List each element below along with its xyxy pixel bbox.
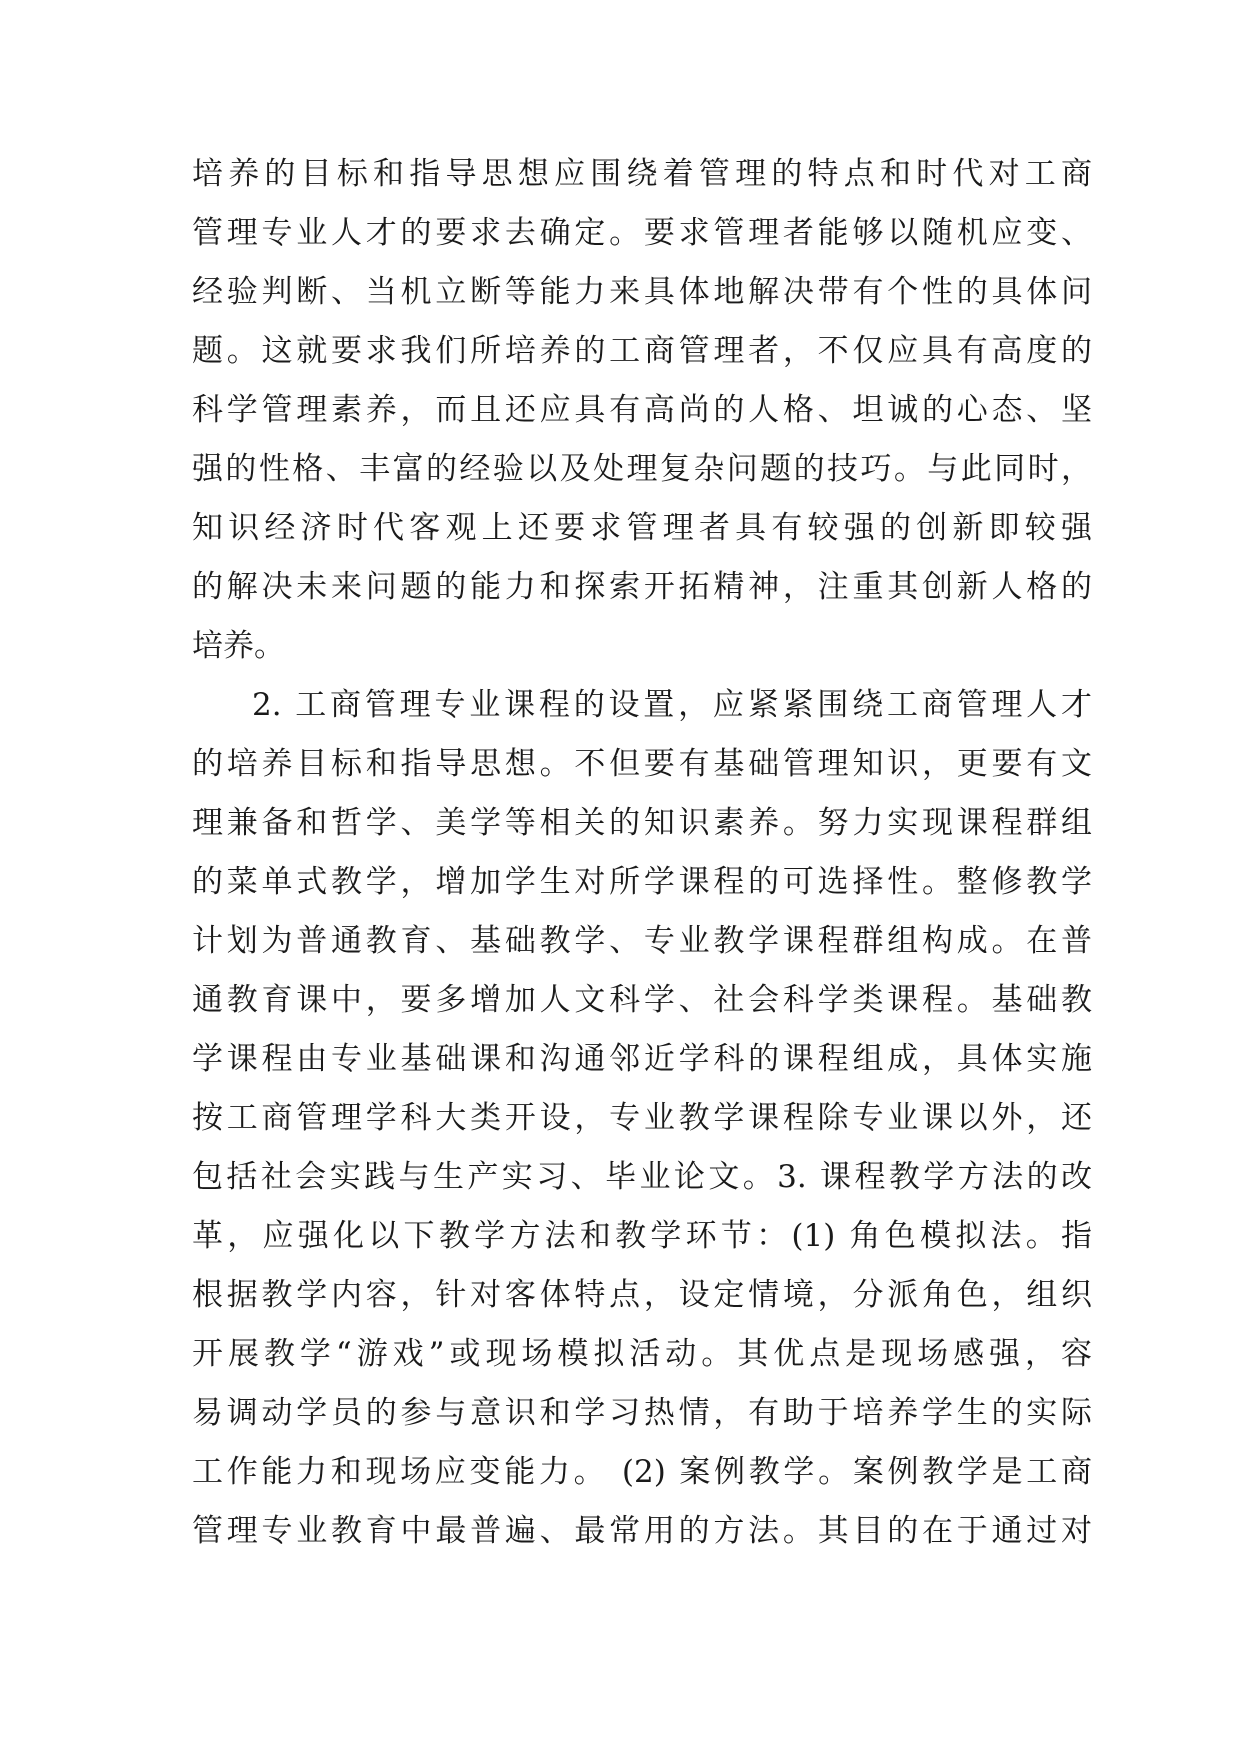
text-line: 包括社会实践与生产实习、毕业论文。3. 课程教学方法的改	[192, 1159, 1092, 1195]
body-text	[192, 145, 1092, 1561]
text-line: 科学管理素养，而且还应具有高尚的人格、坦诚的心态、坚	[192, 392, 1092, 428]
text-line: 管理专业人才的要求去确定。要求管理者能够以随机应变、	[192, 215, 1092, 251]
text-line: 工作能力和现场应变能力。 (2) 案例教学。案例教学是工商	[192, 1454, 1092, 1490]
text-line: 学课程由专业基础课和沟通邻近学科的课程组成，具体实施	[192, 1041, 1092, 1077]
text-line: 理兼备和哲学、美学等相关的知识素养。努力实现课程群组	[192, 805, 1092, 841]
text-line: 的菜单式教学，增加学生对所学课程的可选择性。整修教学	[192, 864, 1092, 900]
text-line: 管理专业教育中最普遍、最常用的方法。其目的在于通过对	[192, 1513, 1092, 1549]
text-line: 计划为普通教育、基础教学、专业教学课程群组构成。在普	[192, 923, 1092, 959]
paragraph-start-line: 2. 工商管理专业课程的设置，应紧紧围绕工商管理人才	[252, 687, 1092, 723]
text-line: 的培养目标和指导思想。不但要有基础管理知识，更要有文	[192, 746, 1092, 782]
text-line: 革，应强化以下教学方法和教学环节：(1) 角色模拟法。指	[192, 1218, 1092, 1254]
text-line: 开展教学“游戏”或现场模拟活动。其优点是现场感强，容	[192, 1336, 1092, 1372]
text-line: 培养。	[192, 628, 285, 664]
text-line: 按工商管理学科大类开设，专业教学课程除专业课以外，还	[192, 1100, 1092, 1136]
text-line: 题。这就要求我们所培养的工商管理者，不仅应具有高度的	[192, 333, 1092, 369]
text-line: 知识经济时代客观上还要求管理者具有较强的创新即较强	[192, 510, 1092, 546]
text-line: 强的性格、丰富的经验以及处理复杂问题的技巧。与此同时，	[192, 451, 1092, 487]
text-line: 易调动学员的参与意识和学习热情，有助于培养学生的实际	[192, 1395, 1092, 1431]
text-line: 根据教学内容，针对客体特点，设定情境，分派角色，组织	[192, 1277, 1092, 1313]
text-line: 经验判断、当机立断等能力来具体地解决带有个性的具体问	[192, 274, 1092, 310]
text-line: 的解决未来问题的能力和探索开拓精神，注重其创新人格的	[192, 569, 1092, 605]
text-line: 通教育课中，要多增加人文科学、社会科学类课程。基础教	[192, 982, 1092, 1018]
text-line: 培养的目标和指导思想应围绕着管理的特点和时代对工商	[192, 156, 1092, 192]
